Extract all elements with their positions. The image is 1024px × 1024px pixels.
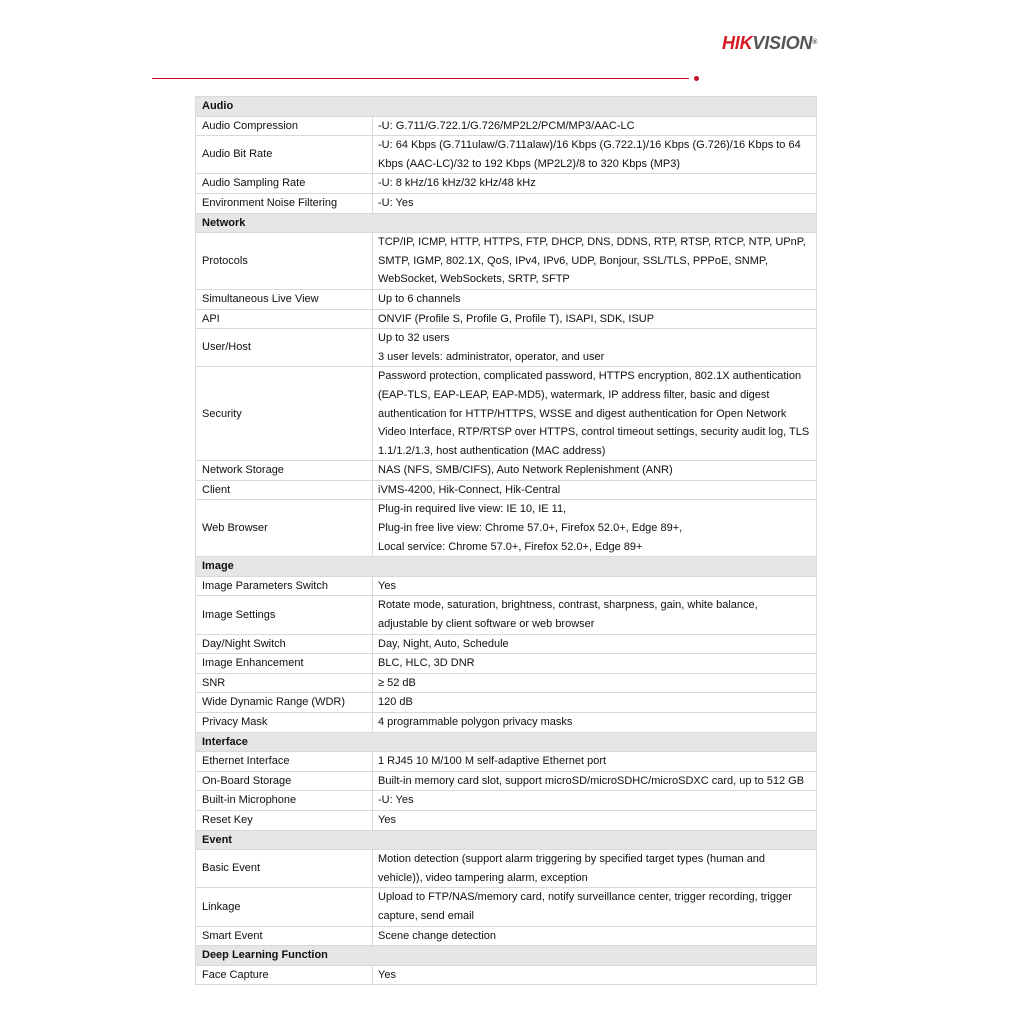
spec-value-line: -U: 64 Kbps (G.711ulaw/G.711alaw)/16 Kbps (G.722.1)/16 Kbps (G.726)/16 Kbps to 64 <box>378 139 801 152</box>
spec-value <box>373 289 817 309</box>
spec-value-line: Scene change detection <box>378 929 497 942</box>
spec-label: User/Host <box>196 329 373 367</box>
spec-label: Ethernet Interface <box>196 752 373 772</box>
spec-label: Day/Night Switch <box>196 634 373 654</box>
spec-value-line: -U: Yes <box>378 794 414 807</box>
spec-value <box>373 965 817 985</box>
spec-value-line: SMTP, IGMP, 802.1X, QoS, IPv4, IPv6, UDP, Bonjour, SSL/TLS, PPPoE, SNMP, <box>378 254 768 267</box>
spec-value-line: ONVIF (Profile S, Profile G, Profile T), ISAPI, SDK, ISUP <box>378 312 655 325</box>
spec-value-line: -U: Yes <box>378 196 414 209</box>
spec-value-line: Plug-in free live view: Chrome 57.0+, Firefox 52.0+, Edge 89+, <box>378 522 683 535</box>
spec-value-line: iVMS-4200, Hik-Connect, Hik-Central <box>378 483 561 496</box>
spec-label: Audio Compression <box>196 116 373 136</box>
spec-label: Image Parameters Switch <box>196 576 373 596</box>
spec-row <box>196 752 817 772</box>
spec-value-line: capture, send email <box>378 909 474 922</box>
spec-label: Privacy Mask <box>196 713 373 733</box>
spec-value <box>373 771 817 791</box>
spec-label: Web Browser <box>196 500 373 557</box>
spec-value <box>373 791 817 811</box>
spec-value-line: Built-in memory card slot, support microSD/microSDHC/microSDXC card, up to 512 GB <box>378 774 805 787</box>
spec-value <box>373 329 817 367</box>
spec-value <box>373 850 817 888</box>
section-title: Audio <box>196 97 817 117</box>
spec-label: Smart Event <box>196 926 373 946</box>
spec-label: Basic Event <box>196 850 373 888</box>
header-divider-dot <box>694 76 699 81</box>
spec-value <box>373 174 817 194</box>
spec-label: On-Board Storage <box>196 771 373 791</box>
spec-value-line: BLC, HLC, 3D DNR <box>378 657 475 670</box>
spec-value-line: 4 programmable polygon privacy masks <box>378 716 573 728</box>
spec-row <box>196 576 817 596</box>
spec-row <box>196 309 817 329</box>
brand-logo-part1: HIK <box>722 33 753 53</box>
spec-label: Image Settings <box>196 596 373 634</box>
spec-value <box>373 596 817 634</box>
spec-row <box>196 673 817 693</box>
spec-value-line: Yes <box>378 968 396 981</box>
spec-value-line: Password protection, complicated password, HTTPS encryption, 802.1X authentication <box>378 370 802 383</box>
spec-row <box>196 116 817 136</box>
spec-row <box>196 654 817 674</box>
spec-value-line: Motion detection (support alarm triggering by specified target types (human and <box>378 853 766 866</box>
section-title: Event <box>196 830 817 850</box>
section-header-row <box>196 946 817 966</box>
spec-value <box>373 634 817 654</box>
spec-label: Network Storage <box>196 461 373 481</box>
spec-value-line: Rotate mode, saturation, brightness, contrast, sharpness, gain, white balance, <box>378 599 758 612</box>
spec-value <box>373 693 817 713</box>
spec-value-line: Yes <box>378 813 396 826</box>
spec-row <box>196 289 817 309</box>
spec-value <box>373 193 817 213</box>
spec-value-line: adjustable by client software or web browser <box>378 618 595 631</box>
spec-value-line: Local service: Chrome 57.0+, Firefox 52.0+, Edge 89+ <box>378 540 643 553</box>
spec-value-line: TCP/IP, ICMP, HTTP, HTTPS, FTP, DHCP, DNS, DDNS, RTP, RTSP, RTCP, NTP, UPnP, <box>378 236 806 249</box>
spec-value <box>373 233 817 290</box>
spec-value <box>373 116 817 136</box>
spec-label: Linkage <box>196 888 373 926</box>
spec-value-line: NAS (NFS, SMB/CIFS), Auto Network Replenishment (ANR) <box>378 464 673 477</box>
spec-value-line: 120 dB <box>378 696 413 709</box>
spec-row <box>196 771 817 791</box>
spec-row <box>196 480 817 500</box>
spec-value-line: Yes <box>378 579 396 592</box>
spec-value-line: 3 user levels: administrator, operator, and user <box>378 350 605 363</box>
section-header-row <box>196 557 817 577</box>
spec-row <box>196 850 817 888</box>
brand-logo-part2: VISION <box>752 33 813 53</box>
spec-row <box>196 233 817 290</box>
spec-row <box>196 888 817 926</box>
spec-value-line: 1 RJ45 10 M/100 M self-adaptive Ethernet port <box>378 755 607 768</box>
spec-value <box>373 136 817 174</box>
spec-value-line: (EAP-TLS, EAP-LEAP, EAP-MD5), watermark, IP address filter, basic and digest <box>378 388 770 401</box>
spec-label: Image Enhancement <box>196 654 373 674</box>
spec-row <box>196 367 817 461</box>
spec-value <box>373 713 817 733</box>
spec-row <box>196 791 817 811</box>
section-header-row <box>196 97 817 117</box>
section-header-row <box>196 213 817 233</box>
spec-label: Environment Noise Filtering <box>196 193 373 213</box>
spec-value-line: Up to 32 users <box>378 332 450 345</box>
spec-value <box>373 810 817 830</box>
spec-row <box>196 193 817 213</box>
spec-label: Wide Dynamic Range (WDR) <box>196 693 373 713</box>
spec-table <box>195 96 817 985</box>
header-divider <box>152 78 689 79</box>
spec-value <box>373 309 817 329</box>
spec-row <box>196 461 817 481</box>
brand-logo <box>722 33 817 53</box>
spec-row <box>196 693 817 713</box>
spec-row <box>196 634 817 654</box>
spec-row <box>196 329 817 367</box>
spec-value-line: -U: 8 kHz/16 kHz/32 kHz/48 kHz <box>378 177 536 190</box>
spec-value-line: Upload to FTP/NAS/memory card, notify surveillance center, trigger recording, trigger <box>378 891 792 904</box>
section-header-row <box>196 830 817 850</box>
spec-value <box>373 654 817 674</box>
spec-row <box>196 136 817 174</box>
spec-value <box>373 576 817 596</box>
spec-value <box>373 480 817 500</box>
spec-value <box>373 367 817 461</box>
section-header-row <box>196 732 817 752</box>
spec-value-line: -U: G.711/G.722.1/G.726/MP2L2/PCM/MP3/AAC-LC <box>378 119 635 132</box>
spec-value-line: authentication for HTTP/HTTPS, WSSE and digest authentication for Open Network <box>378 407 787 420</box>
section-title: Image <box>196 557 817 577</box>
spec-row <box>196 810 817 830</box>
spec-value-line: vehicle)), video tampering alarm, exception <box>378 871 588 884</box>
spec-label: Audio Bit Rate <box>196 136 373 174</box>
section-title: Interface <box>196 732 817 752</box>
spec-row <box>196 596 817 634</box>
section-title: Deep Learning Function <box>196 946 817 966</box>
spec-row <box>196 174 817 194</box>
spec-value-line: Kbps (AAC-LC)/32 to 192 Kbps (MP2L2)/8 to 320 Kbps (MP3) <box>378 157 681 170</box>
spec-value <box>373 752 817 772</box>
spec-value <box>373 673 817 693</box>
spec-label: Simultaneous Live View <box>196 289 373 309</box>
spec-row <box>196 965 817 985</box>
spec-label: Built-in Microphone <box>196 791 373 811</box>
spec-value-line: Plug-in required live view: IE 10, IE 11, <box>378 503 567 516</box>
spec-value <box>373 888 817 926</box>
spec-row <box>196 926 817 946</box>
spec-value-line: WebSocket, WebSockets, SRTP, SFTP <box>378 273 570 286</box>
spec-value <box>373 926 817 946</box>
spec-row <box>196 713 817 733</box>
spec-label: Face Capture <box>196 965 373 985</box>
spec-row <box>196 500 817 557</box>
spec-table-body <box>196 97 817 985</box>
spec-label: SNR <box>196 673 373 693</box>
spec-label: Reset Key <box>196 810 373 830</box>
section-title: Network <box>196 213 817 233</box>
spec-value-line: Video Interface, RTP/RTSP over HTTPS, control timeout settings, security audit log, TLS <box>378 426 810 439</box>
spec-value-line: 1.1/1.2/1.3, host authentication (MAC address) <box>378 444 606 457</box>
spec-label: Security <box>196 367 373 461</box>
brand-logo-reg: ® <box>812 39 818 46</box>
spec-value-line: Up to 6 channels <box>378 292 461 305</box>
spec-value-line: ≥ 52 dB <box>378 676 416 689</box>
spec-value <box>373 461 817 481</box>
spec-label: API <box>196 309 373 329</box>
spec-value <box>373 500 817 557</box>
spec-label: Audio Sampling Rate <box>196 174 373 194</box>
spec-label: Client <box>196 480 373 500</box>
spec-value-line: Day, Night, Auto, Schedule <box>378 637 509 650</box>
spec-label: Protocols <box>196 233 373 290</box>
